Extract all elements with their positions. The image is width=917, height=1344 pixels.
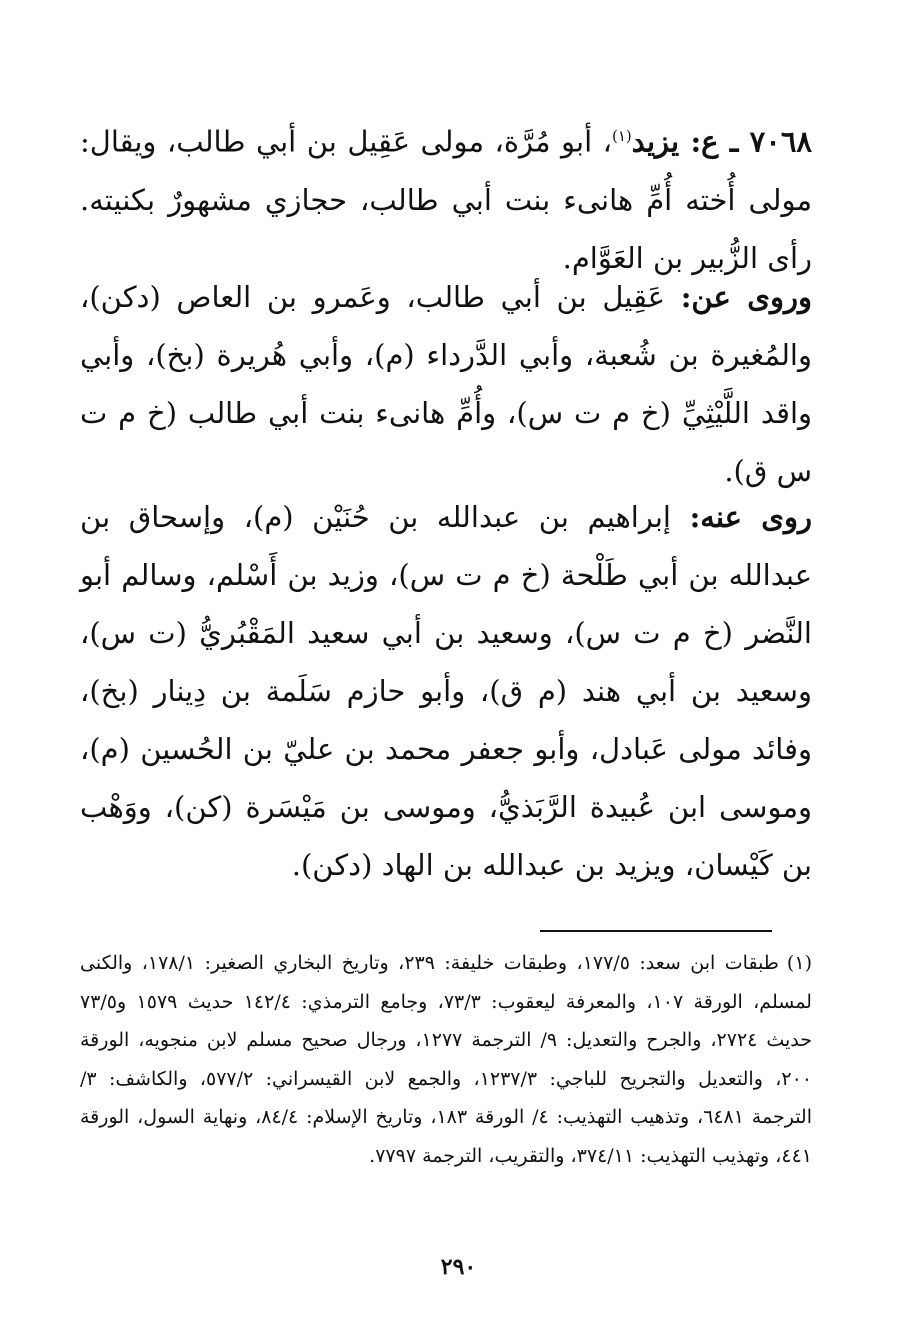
entry-sigla: ع — [701, 124, 719, 159]
narrated-by-text: إبراهيم بن عبدالله بن حُنَيْن (م)، وإسحاق بن عبدالله بن أبي طَلْحة (خ م ت س)، وزيد بن أَسْلم، وسالم أبو النَّضر (خ م ت س)، وسعيد بن أبي سعيد المَقْبُريُّ (ت س)، وسعيد بن أبي هند (م ق)، وأبو حازم سَلَمة بن دِينار (بخ)، وفائد مولى عَبادل، وأبو جعفر محمد بن عليّ بن الحُسين (م)، وموسى ابن عُبيدة الرَّبَذيُّ، وموسى بن مَيْسَرة (كن)، ووَهْب بن كَيْسان، ويزيد بن عبدالله بن الهاد (دكن). — [80, 500, 812, 882]
entry-colon: : — [679, 124, 702, 159]
footnote-separator — [540, 930, 772, 932]
footnote-text: طبقات ابن سعد: ١٧٧/٥، وطبقات خليفة: ٢٣٩، وتاريخ البخاري الصغير: ١٧٨/١، والكنى لمسلم، الورقة ١٠٧، والمعرفة ليعقوب: ٧٣/٣، وجامع الترمذي: ١٤٢/٤ حديث ١٥٧٩ و٧٣/٥ حديث ٢٧٢٤، والجرح والتعديل: ٩/ الترجمة ١٢٧٧، ورجال صحيح مسلم لابن منجويه، الورقة ٢٠٠، والتعديل والتجريح للباجي: ١٢٣٧/٣، والجمع لابن القيسراني: ٥٧٧/٢، والكاشف: ٣/ الترجمة ٦٤٨١، وتذهيب التهذيب: ٤/ الورقة ١٨٣، وتاريخ الإسلام: ٨٤/٤، ونهاية السول، الورقة ٤٤١، وتهذيب التهذيب: ٣٧٤/١١، والتقريب، الترجمة ٧٧٩٧. — [80, 952, 812, 1167]
footnote-number: (١) — [786, 952, 812, 974]
entry-paragraph — [80, 107, 812, 287]
page-number: ٢٩٠ — [440, 1254, 477, 1280]
narrated-from-label: وروى عن: — [680, 280, 813, 314]
narrated-by-label: روى عنه: — [689, 500, 813, 534]
narrated-from-paragraph — [80, 268, 812, 500]
narrated-from-text: عَقِيل بن أبي طالب، وعَمرو بن العاص (دكن)، والمُغيرة بن شُعبة، وأبي الدَّرداء (م)، وأبي هُريرة (بخ)، وأبي واقد اللَّيْثِيِّ (خ م ت س)، وأُمِّ هانىء بنت أبي طالب (خ م ت س ق). — [80, 280, 812, 488]
entry-dash: ـ — [718, 124, 750, 159]
footnote — [80, 944, 812, 1176]
entry-number: ٧٠٦٨ — [749, 124, 812, 159]
entry-name: يزيد — [631, 124, 680, 159]
narrated-by-paragraph — [80, 488, 812, 894]
footnote-reference: (١) — [611, 127, 632, 145]
entry-text: ، أبو مُرَّة، مولى عَقِيل بن أبي طالب، ويقال: مولى أُخته أُمِّ هانىء بنت أبي طالب، حجازي مشهورٌ بكنيته. رأى الزُّبير بن العَوَّام. — [80, 124, 812, 275]
